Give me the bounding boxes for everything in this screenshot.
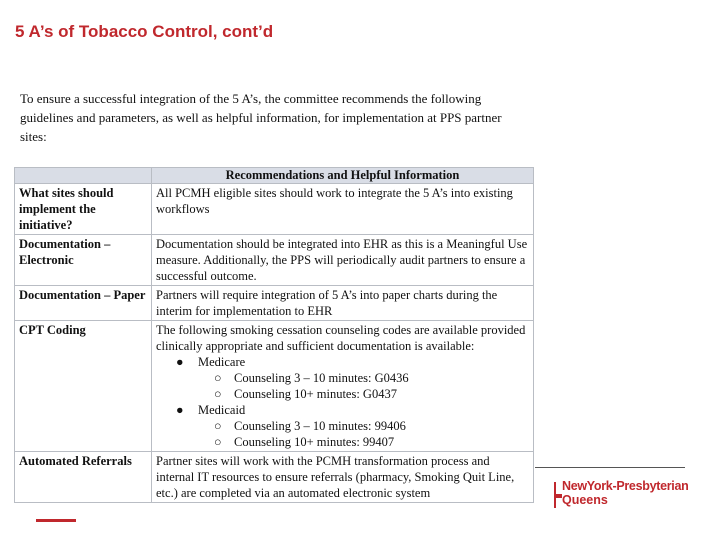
table-header: Recommendations and Helpful Information xyxy=(152,168,534,184)
circle-bullet-icon: ○ xyxy=(214,435,222,449)
row-text-doc-electronic: Documentation should be integrated into EHR as this is a Meaningful Use measure. Additionally, the PPS will periodically audit partners to ensure a successful outcome. xyxy=(152,235,534,286)
row-text-referrals: Partner sites will work with the PCMH transformation process and internal IT resources to ensure referrals (pharmacy, Smoking Quit Line, etc.) are completed via an automated electronic system xyxy=(152,452,534,503)
medicare-label: Medicare xyxy=(198,355,246,369)
list-item xyxy=(156,370,529,386)
medicare-item-2: Counseling 10+ minutes: G0437 xyxy=(234,387,397,401)
row-label-cpt: CPT Coding xyxy=(15,321,152,452)
circle-bullet-icon: ○ xyxy=(214,371,222,385)
row-text-sites: All PCMH eligible sites should work to integrate the 5 A’s into existing workflows xyxy=(152,184,534,235)
logo-line2: Queens xyxy=(562,493,608,507)
slide-title: 5 A’s of Tobacco Control, cont’d xyxy=(15,22,274,41)
table-row xyxy=(15,184,534,235)
circle-bullet-icon: ○ xyxy=(214,387,222,401)
medicaid-item-2: Counseling 10+ minutes: 99407 xyxy=(234,435,395,449)
table-row xyxy=(15,452,534,503)
row-label-doc-paper: Documentation – Paper xyxy=(15,286,152,321)
row-text-doc-paper: Partners will require integration of 5 A’s into paper charts during the interim for implementation to EHR xyxy=(152,286,534,321)
logo-line1: NewYork-Presbyterian xyxy=(562,479,689,493)
logo-mark-icon xyxy=(554,482,562,496)
row-cell-cpt xyxy=(152,321,534,452)
bullet-icon: ● xyxy=(176,355,184,369)
footer-accent xyxy=(36,519,76,522)
circle-bullet-icon: ○ xyxy=(214,419,222,433)
medicare-item-1: Counseling 3 – 10 minutes: G0436 xyxy=(234,371,409,385)
list-item xyxy=(156,402,529,418)
table-header-row xyxy=(15,168,534,184)
medicaid-label: Medicaid xyxy=(198,403,246,417)
bullet-icon: ● xyxy=(176,403,184,417)
intro-paragraph: To ensure a successful integration of the 5 A’s, the committee recommends the following guidelines and parameters, as well as helpful information, for implementation at PPS partner sites: xyxy=(20,91,502,144)
list-item xyxy=(156,434,529,450)
medicaid-item-1: Counseling 3 – 10 minutes: 99406 xyxy=(234,419,406,433)
logo-mark-icon xyxy=(554,496,562,508)
table-row xyxy=(15,235,534,286)
row-label-referrals: Automated Referrals xyxy=(15,452,152,503)
row-label-doc-electronic: Documentation – Electronic xyxy=(15,235,152,286)
list-item xyxy=(156,418,529,434)
table-row xyxy=(15,321,534,452)
list-item xyxy=(156,354,529,370)
nyp-queens-logo xyxy=(562,479,688,507)
row-label-sites: What sites should implement the initiative? xyxy=(15,184,152,235)
table-row xyxy=(15,286,534,321)
footer-divider xyxy=(535,467,685,468)
list-item xyxy=(156,386,529,402)
recommendations-table xyxy=(14,167,534,503)
row-text-cpt: The following smoking cessation counseling codes are available provided clinically appropriate and sufficient documentation is available: xyxy=(156,323,526,353)
table-header-empty xyxy=(15,168,152,184)
